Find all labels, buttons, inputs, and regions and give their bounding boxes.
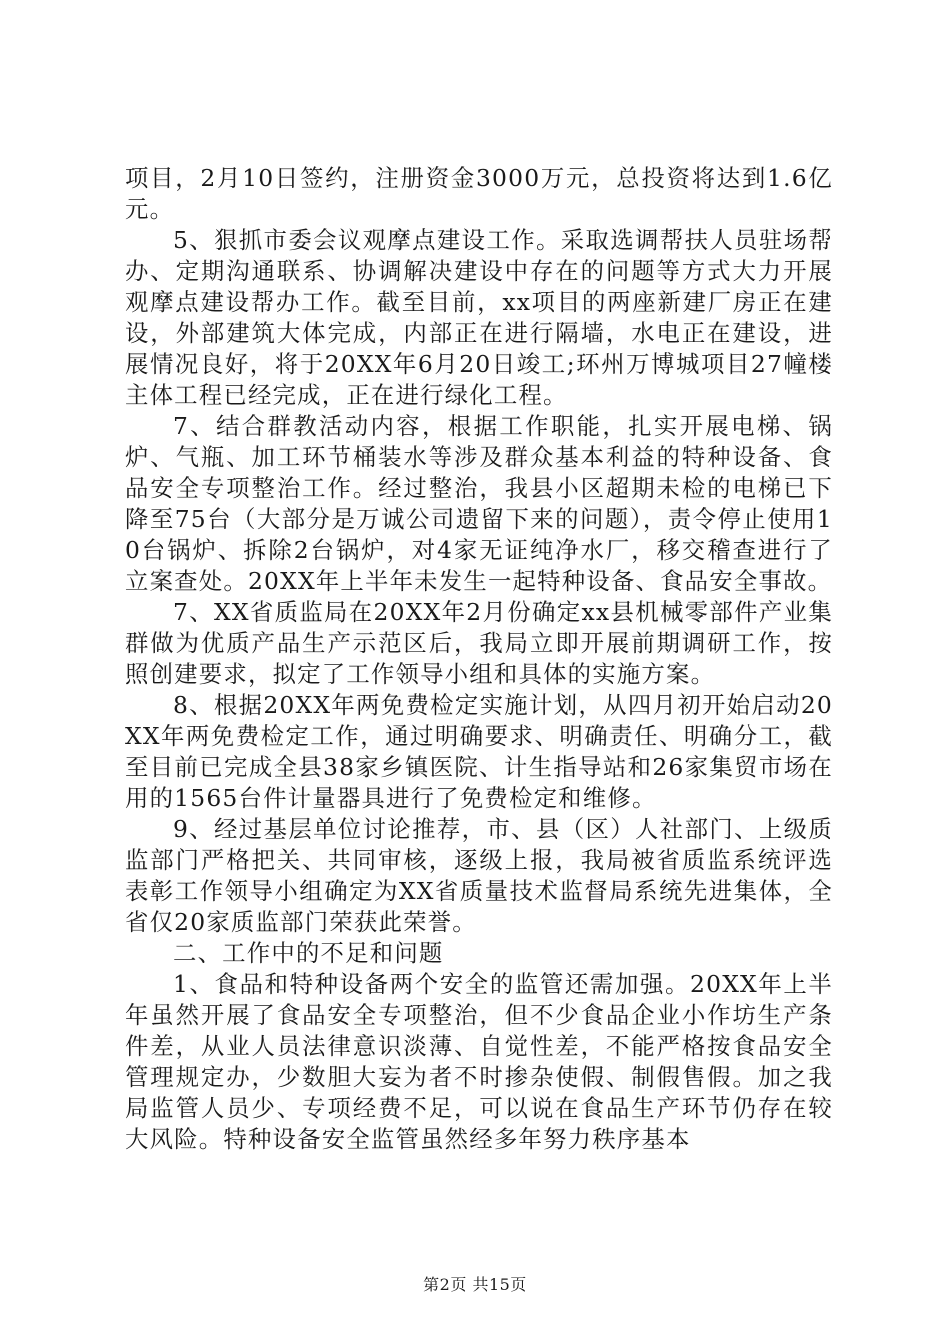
- document-body: [125, 163, 833, 1155]
- section-heading: 二、工作中的不足和问题: [173, 939, 444, 967]
- paragraph-2: 5、狠抓市委会议观摩点建设工作。采取选调帮扶人员驻场帮办、定期沟通联系、协调解决建设中存在的问题等方式大力开展观摩点建设帮办工作。截至目前，xx项目的两座新建厂房正在建设，外部建筑大体完成，内部正在进行隔墙，水电正在建设，进展情况良好，将于20XX年6月20日竣工;环州万博城项目27幢楼主体工程已经完成，正在进行绿化工程。: [125, 226, 833, 409]
- paragraph-5: 8、根据20XX年两免费检定实施计划，从四月初开始启动20XX年两免费检定工作，通过明确要求、明确责任、明确分工，截至目前已完成全县38家乡镇医院、计生指导站和26家集贸市场在用的1565台件计量器具进行了免费检定和维修。: [125, 691, 833, 812]
- paragraph-3: 7、结合群教活动内容，根据工作职能，扎实开展电梯、锅炉、气瓶、加工环节桶装水等涉及群众基本利益的特种设备、食品安全专项整治工作。经过整治，我县小区超期未检的电梯已下降至75台（大部分是万诚公司遗留下来的问题），责令停止使用10台锅炉、拆除2台锅炉，对4家无证纯净水厂，移交稽查进行了立案查处。20XX年上半年未发生一起特种设备、食品安全事故。: [125, 412, 833, 595]
- page-number-footer: 第2页 共15页: [423, 1275, 527, 1294]
- paragraph-6: 9、经过基层单位讨论推荐，市、县（区）人社部门、上级质监部门严格把关、共同审核，逐级上报，我局被省质监系统评选表彰工作领导小组确定为XX省质量技术监督局系统先进集体，全省仅20家质监部门荣获此荣誉。: [125, 815, 833, 936]
- paragraph-4: 7、XX省质监局在20XX年2月份确定xx县机械零部件产业集群做为优质产品生产示范区后，我局立即开展前期调研工作，按照创建要求，拟定了工作领导小组和具体的实施方案。: [125, 598, 833, 688]
- paragraph-7: 1、食品和特种设备两个安全的监管还需加强。20XX年上半年虽然开展了食品安全专项整治，但不少食品企业小作坊生产条件差，从业人员法律意识淡薄、自觉性差，不能严格按食品安全管理规定办，少数胆大妄为者不时掺杂使假、制假售假。加之我局监管人员少、专项经费不足，可以说在食品生产环节仍存在较大风险。特种设备安全监管虽然经多年努力秩序基本: [125, 970, 833, 1153]
- paragraph-1: 项目，2月10日签约，注册资金3000万元，总投资将达到1.6亿元。: [125, 164, 833, 223]
